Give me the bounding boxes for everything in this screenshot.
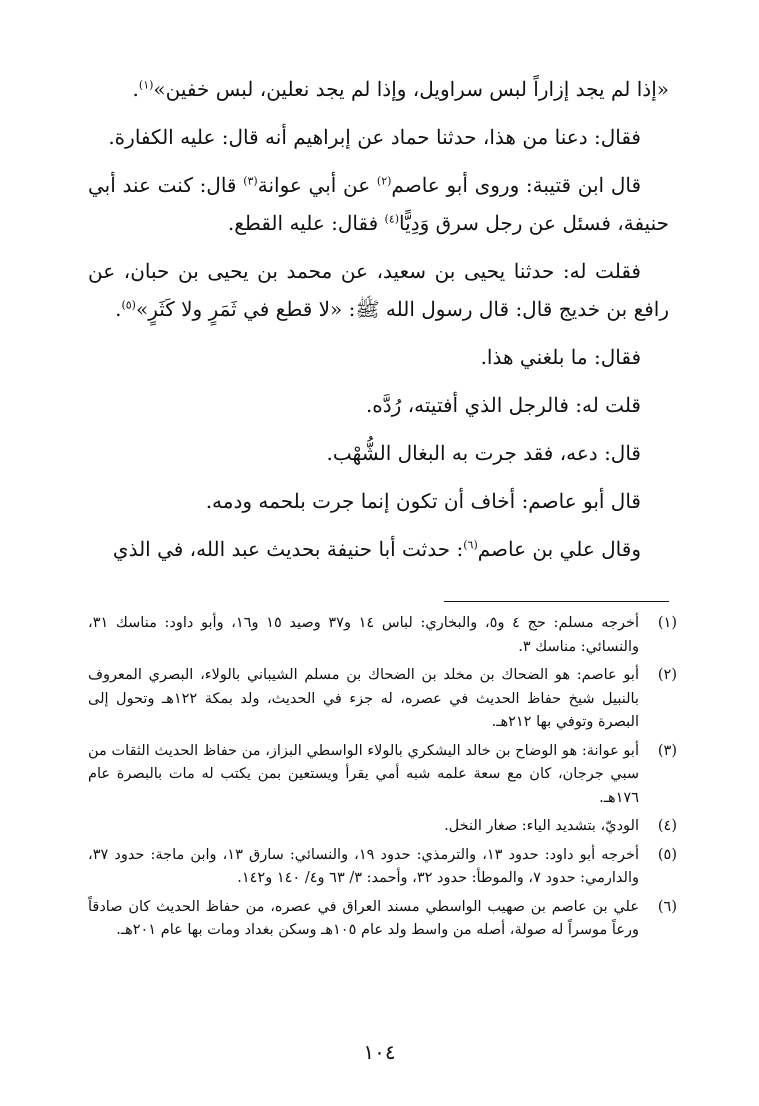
footnote-number: (٦) — [657, 898, 677, 915]
footnote — [88, 740, 677, 811]
footnote — [88, 664, 677, 735]
footnote — [88, 844, 677, 891]
paragraph: فقال: دعنا من هذا، حدثنا حماد عن إبراهيم أنه قال: عليه الكفارة. — [108, 125, 641, 149]
quote-text: «إذا لم يجد إزاراً لبس سراويل، وإذا لم يجد نعلين، لبس خفين» — [153, 77, 669, 101]
footnote-ref: (٣) — [243, 174, 258, 188]
footnote-ref: (٤) — [384, 212, 400, 226]
page-number: ١٠٤ — [363, 1040, 396, 1064]
footnote-number: (٤) — [657, 818, 677, 834]
footnote-ref: (٥) — [121, 298, 136, 312]
paragraph: فقلت له: حدثنا يحيى بن سعيد، عن محمد بن يحيى بن حبان، عن رافع بن خديج قال: قال رسول الله ﷺ: «لا قطع في ثَمَرٍ ولا كَثَرٍ»$^{(٥)}$. — [88, 259, 669, 321]
footnote-divider — [444, 601, 669, 602]
footnote-ref: (٢) — [376, 174, 392, 188]
paragraph: قال ابن قتيبة: وروى أبو عاصم$^{(٢)}$ عن أبي عوانة$^{(٣)}$ قال: كنت عند أبي حنيفة، فسئل عن رجل سرق وَدِيًّا$^{(٤)}$ فقال: عليه القطع. — [88, 173, 669, 235]
paragraph: وقال علي بن عاصم$^{(٦)}$: حدثت أبا حنيفة بحديث عبد الله، في الذي — [112, 537, 641, 561]
footnote-text: أخرجه أبو داود: حدود ١٣، والترمذي: حدود ١٩، والنسائي: سارق ١٣، وابن ماجة: حدود ٣٧، والدارمي: حدود ٧، والموطأ: حدود ٣٢، وأحمد: ٣/ ٦٣ و٤/ ١٤٠ و١٤٢. — [88, 846, 640, 886]
footnote-text: أبو عاصم: هو الضحاك بن مخلد بن الضحاك بن مسلم الشيباني بالولاء، البصري المعروف بالنبيل شيخ حفاظ الحديث في عصره، له جزء في الحديث، ولد بمكة ١٢٢هـ وتحول إلى البصرة وتوفي بها ٢١٢هـ. — [88, 667, 639, 730]
paragraph: «إذا لم يجد إزاراً لبس سراويل، وإذا لم يجد نعلين، لبس خفين»$^{(١)}$. — [132, 77, 669, 101]
paragraph: قال أبو عاصم: أخاف أن تكون إنما جرت بلحمه ودمه. — [205, 489, 641, 513]
footnote-ref: (١) — [138, 78, 154, 92]
footnotes — [88, 612, 677, 948]
footnote-text: أخرجه مسلم: حج ٤ و٥، والبخاري: لباس ١٤ و٣٧ وصيد ١٥ و١٦، وأبو داود: مناسك ٣١، والنسائي: مناسك ٣. — [88, 615, 639, 655]
paragraph: فقال: ما بلغني هذا. — [480, 345, 641, 369]
footnote — [88, 612, 677, 659]
footnote-number: (١) — [657, 615, 677, 631]
footnote-number: (٣) — [657, 742, 677, 759]
footnote-ref: (٦) — [463, 538, 478, 552]
paragraph: قلت له: فالرجل الذي أفتيته، رُدَّه. — [365, 393, 641, 417]
footnote-number: (٥) — [657, 846, 677, 863]
footnote-text: الوديّ، بتشديد الياء: صغار النخل. — [444, 818, 639, 834]
footnote — [88, 896, 677, 943]
footnote-text: علي بن عاصم بن صهيب الواسطي مسند العراق في عصره، من حفاظ الحديث كان صادقاً ورعاً موسراً له صولة، أصله من واسط ولد عام ١٠٥هـ وسكن بغداد ومات بها عام ٢٠١هـ. — [88, 898, 639, 938]
footnote — [88, 815, 677, 839]
main-text — [88, 70, 669, 578]
paragraph: قال: دعه، فقد جرت به البغال الشُّهْب. — [326, 441, 641, 465]
footnote-number: (٢) — [657, 667, 677, 683]
footnote-text: أبو عوانة: هو الوضاح بن خالد اليشكري بالولاء الواسطي البزاز، من حفاظ الحديث الثقات من سبي جرجان، كان مع سعة علمه شبه أمي يقرأ ويستعين بمن يكتب له مات بالبصرة عام ١٧٦هـ. — [88, 742, 639, 806]
